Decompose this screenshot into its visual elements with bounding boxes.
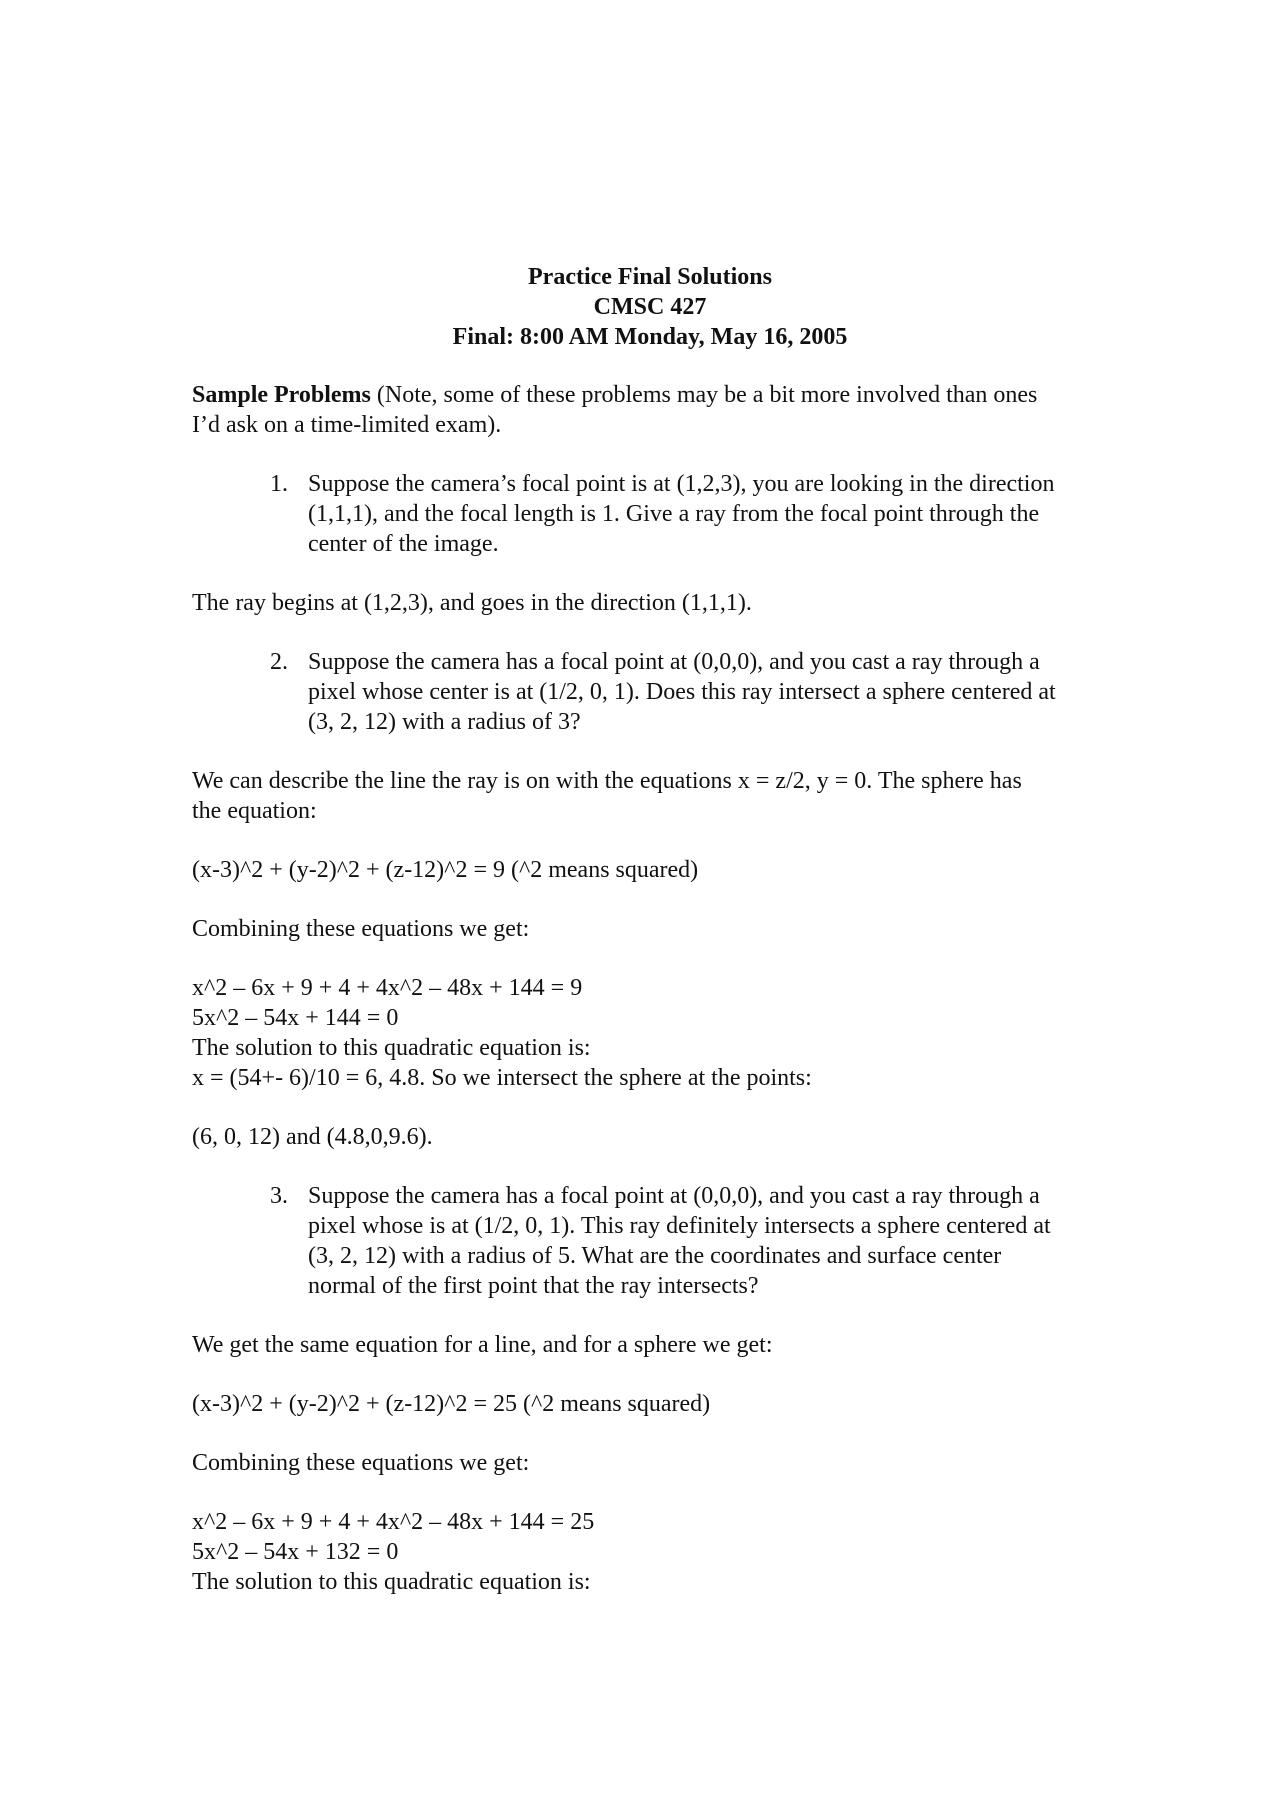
document-header bbox=[0, 262, 1280, 352]
problem-1-line: center of the image. bbox=[308, 531, 499, 557]
work-line: 5x^2 – 54x + 132 = 0 bbox=[192, 1539, 399, 1565]
work-line: x^2 – 6x + 9 + 4 + 4x^2 – 48x + 144 = 9 bbox=[192, 975, 583, 1001]
intro-heading: Sample Problems bbox=[192, 382, 371, 408]
work-line: x^2 – 6x + 9 + 4 + 4x^2 – 48x + 144 = 25 bbox=[192, 1509, 595, 1535]
work-line: x = (54+- 6)/10 = 6, 4.8. So we intersect the sphere at the points: bbox=[192, 1065, 812, 1091]
work-line: The solution to this quadratic equation is: bbox=[192, 1035, 591, 1061]
problem-2-line: (3, 2, 12) with a radius of 3? bbox=[308, 709, 581, 735]
problem-3 bbox=[192, 1181, 1132, 1301]
work-line: The solution to this quadratic equation is: bbox=[192, 1569, 591, 1595]
final-exam-time: Final: 8:00 AM Monday, May 16, 2005 bbox=[452, 324, 848, 350]
problem-3-line: Suppose the camera has a focal point at (0,0,0), and you cast a ray through a bbox=[308, 1183, 1040, 1209]
problem-2-number: 2. bbox=[270, 649, 288, 675]
problem-1-answer: The ray begins at (1,2,3), and goes in the direction (1,1,1). bbox=[192, 590, 752, 616]
problem-1 bbox=[192, 469, 1132, 559]
intro-paragraph bbox=[192, 380, 1132, 440]
problem-3-line: normal of the first point that the ray intersects? bbox=[308, 1273, 759, 1299]
problem-2-line: pixel whose center is at (1/2, 0, 1). Does this ray intersect a sphere centered at bbox=[308, 679, 1056, 705]
problem-2-work bbox=[192, 973, 1132, 1093]
course-code: CMSC 427 bbox=[593, 294, 707, 320]
problem-1-line: Suppose the camera’s focal point is at (1,2,3), you are looking in the direction bbox=[308, 471, 1055, 497]
problem-2-combining: Combining these equations we get: bbox=[192, 916, 530, 942]
problem-2-answer bbox=[192, 766, 1132, 826]
problem-3-combining: Combining these equations we get: bbox=[192, 1450, 530, 1476]
document-body bbox=[192, 380, 1132, 1597]
problem-3-number: 3. bbox=[270, 1183, 288, 1209]
problem-2-line: Suppose the camera has a focal point at (0,0,0), and you cast a ray through a bbox=[308, 649, 1040, 675]
answer-line: the equation: bbox=[192, 798, 317, 824]
problem-2 bbox=[192, 647, 1132, 737]
intro-text-line-2: I’d ask on a time-limited exam). bbox=[192, 412, 502, 438]
problem-3-line: pixel whose is at (1/2, 0, 1). This ray definitely intersects a sphere centered at bbox=[308, 1213, 1051, 1239]
problem-3-answer: We get the same equation for a line, and for a sphere we get: bbox=[192, 1332, 773, 1358]
problem-3-sphere-equation: (x-3)^2 + (y-2)^2 + (z-12)^2 = 25 (^2 means squared) bbox=[192, 1391, 711, 1417]
problem-3-line: (3, 2, 12) with a radius of 5. What are the coordinates and surface center bbox=[308, 1243, 1002, 1269]
answer-line: We can describe the line the ray is on with the equations x = z/2, y = 0. The sphere has bbox=[192, 768, 1022, 794]
intro-text-line-1: (Note, some of these problems may be a bit more involved than ones bbox=[370, 382, 1038, 408]
work-line: 5x^2 – 54x + 144 = 0 bbox=[192, 1005, 399, 1031]
problem-2-points: (6, 0, 12) and (4.8,0,9.6). bbox=[192, 1124, 433, 1150]
problem-3-work bbox=[192, 1507, 1132, 1597]
document-title: Practice Final Solutions bbox=[528, 264, 772, 290]
problem-2-sphere-equation: (x-3)^2 + (y-2)^2 + (z-12)^2 = 9 (^2 means squared) bbox=[192, 857, 699, 883]
problem-1-number: 1. bbox=[270, 471, 288, 497]
problem-1-line: (1,1,1), and the focal length is 1. Give a ray from the focal point through the bbox=[308, 501, 1040, 527]
